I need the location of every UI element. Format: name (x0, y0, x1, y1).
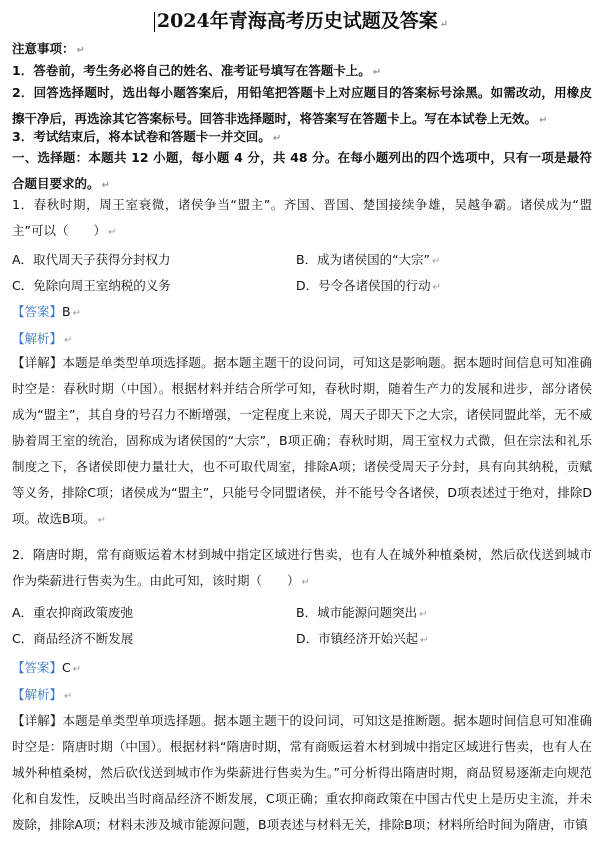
question-2-option-d: D．市镇经济开始兴起 ↵ (296, 631, 429, 646)
question-2-answer: 【答案】C ↵ (12, 660, 82, 675)
section-heading: 一、选择题：本题共 12 小题，每小题 4 分，共 48 分。在每小题列出的四个选项中，只有一项是最符合题目要求的。 ↵ (12, 150, 592, 191)
notice-item-3: 3．考试结束后，将本试卷和答题卡一并交回。 ↵ (12, 129, 282, 144)
question-1-option-c: C．免除向周王室纳税的义务 (12, 278, 171, 293)
question-2-detail: 【详解】本题是单类型单项选择题。据本题主题干的设问词，可知这是推断题。据本题时间信息可知准确时空是：隋唐时期（中国）。根据材料“隋唐时期，常有商贩运着木材到城中指定区域进行售卖，也有人在城外种植桑树，然后砍伐送到城市作为柴薪进行售卖为生。”可分析得出隋唐时期，商品贸易逐渐走向规范化和自发性，反映出当时商品经济不断发展，C项正确；重农抑商政策在中国古代史上是历史主流，并未废除，排除A项；材料未涉及城市能源问题，B项表述与材料无关，排除B项；材料所给时间为隋唐，市镇 (12, 713, 592, 832)
question-1-analysis-label: 【解析】 ↵ (12, 331, 73, 346)
notice-item-1: 1．答卷前，考生务必将自己的姓名、准考证号填写在答题卡上。 ↵ (12, 63, 382, 78)
document-title: 2024年青海高考历史试题及答案 ↵ (0, 8, 602, 38)
question-1-option-d: D．号令各诸侯国的行动 ↵ (296, 278, 442, 293)
question-2-option-b: B．城市能源问题突出 ↵ (296, 605, 428, 620)
question-1-answer: 【答案】B ↵ (12, 304, 81, 319)
text-cursor (154, 12, 155, 32)
notice-heading: 注意事项： ↵ (12, 41, 85, 56)
question-2-stem: 2．隋唐时期，常有商贩运着木材到城中指定区域进行售卖，也有人在城外种植桑树，然后砍伐送到城市作为柴薪进行售卖为生。由此可知，该时期（ ） ↵ (12, 547, 592, 588)
paragraph-mark: ↵ (439, 19, 449, 30)
notice-item-2: 2．回答选择题时，选出每小题答案后，用铅笔把答题卡上对应题目的答案标号涂黑。如需改动，用橡皮擦干净后，再选涂其它答案标号。回答非选择题时，将答案写在答题卡上。写在本试卷上无效。 ↵ (12, 85, 592, 126)
question-2-option-c: C．商品经济不断发展 (12, 631, 134, 646)
question-2-analysis-label: 【解析】 ↵ (12, 687, 73, 702)
question-2-option-a: A．重农抑商政策废弛 (12, 605, 134, 620)
question-1-detail: 【详解】本题是单类型单项选择题。据本题主题干的设问词，可知这是影响题。据本题时间信息可知准确时空是：春秋时期（中国）。根据材料并结合所学可知，春秋时期，随着生产力的发展和进步，部分诸侯成为“盟主”，其自身的号召力不断增强，一定程度上来说，周天子即天下之大宗，诸侯同盟此举，无不威胁着周王室的统治，固称成为诸侯国的“大宗”，B项正确；春秋时期，周王室权力式微，但在宗法和礼乐制度之下，各诸侯即使力量壮大，也不可取代周室，排除A项；诸侯受周天子分封，具有向其纳税，贡赋等义务，排除C项；诸侯成为“盟主”，只能号令同盟诸侯，并不能号令各诸侯，D项表述过于绝对，排除D项。故选B项。 ↵ (12, 355, 592, 526)
question-1-option-b: B．成为诸侯国的“大宗” ↵ (296, 252, 441, 267)
question-1-option-a: A．取代周天子获得分封权力 (12, 252, 171, 267)
question-1-stem: 1．春秋时期，周王室衰微，诸侯争当“盟主”。齐国、晋国、楚国接续争雄，吴越争霸。诸侯成为“盟主”可以（ ） ↵ (12, 197, 592, 238)
